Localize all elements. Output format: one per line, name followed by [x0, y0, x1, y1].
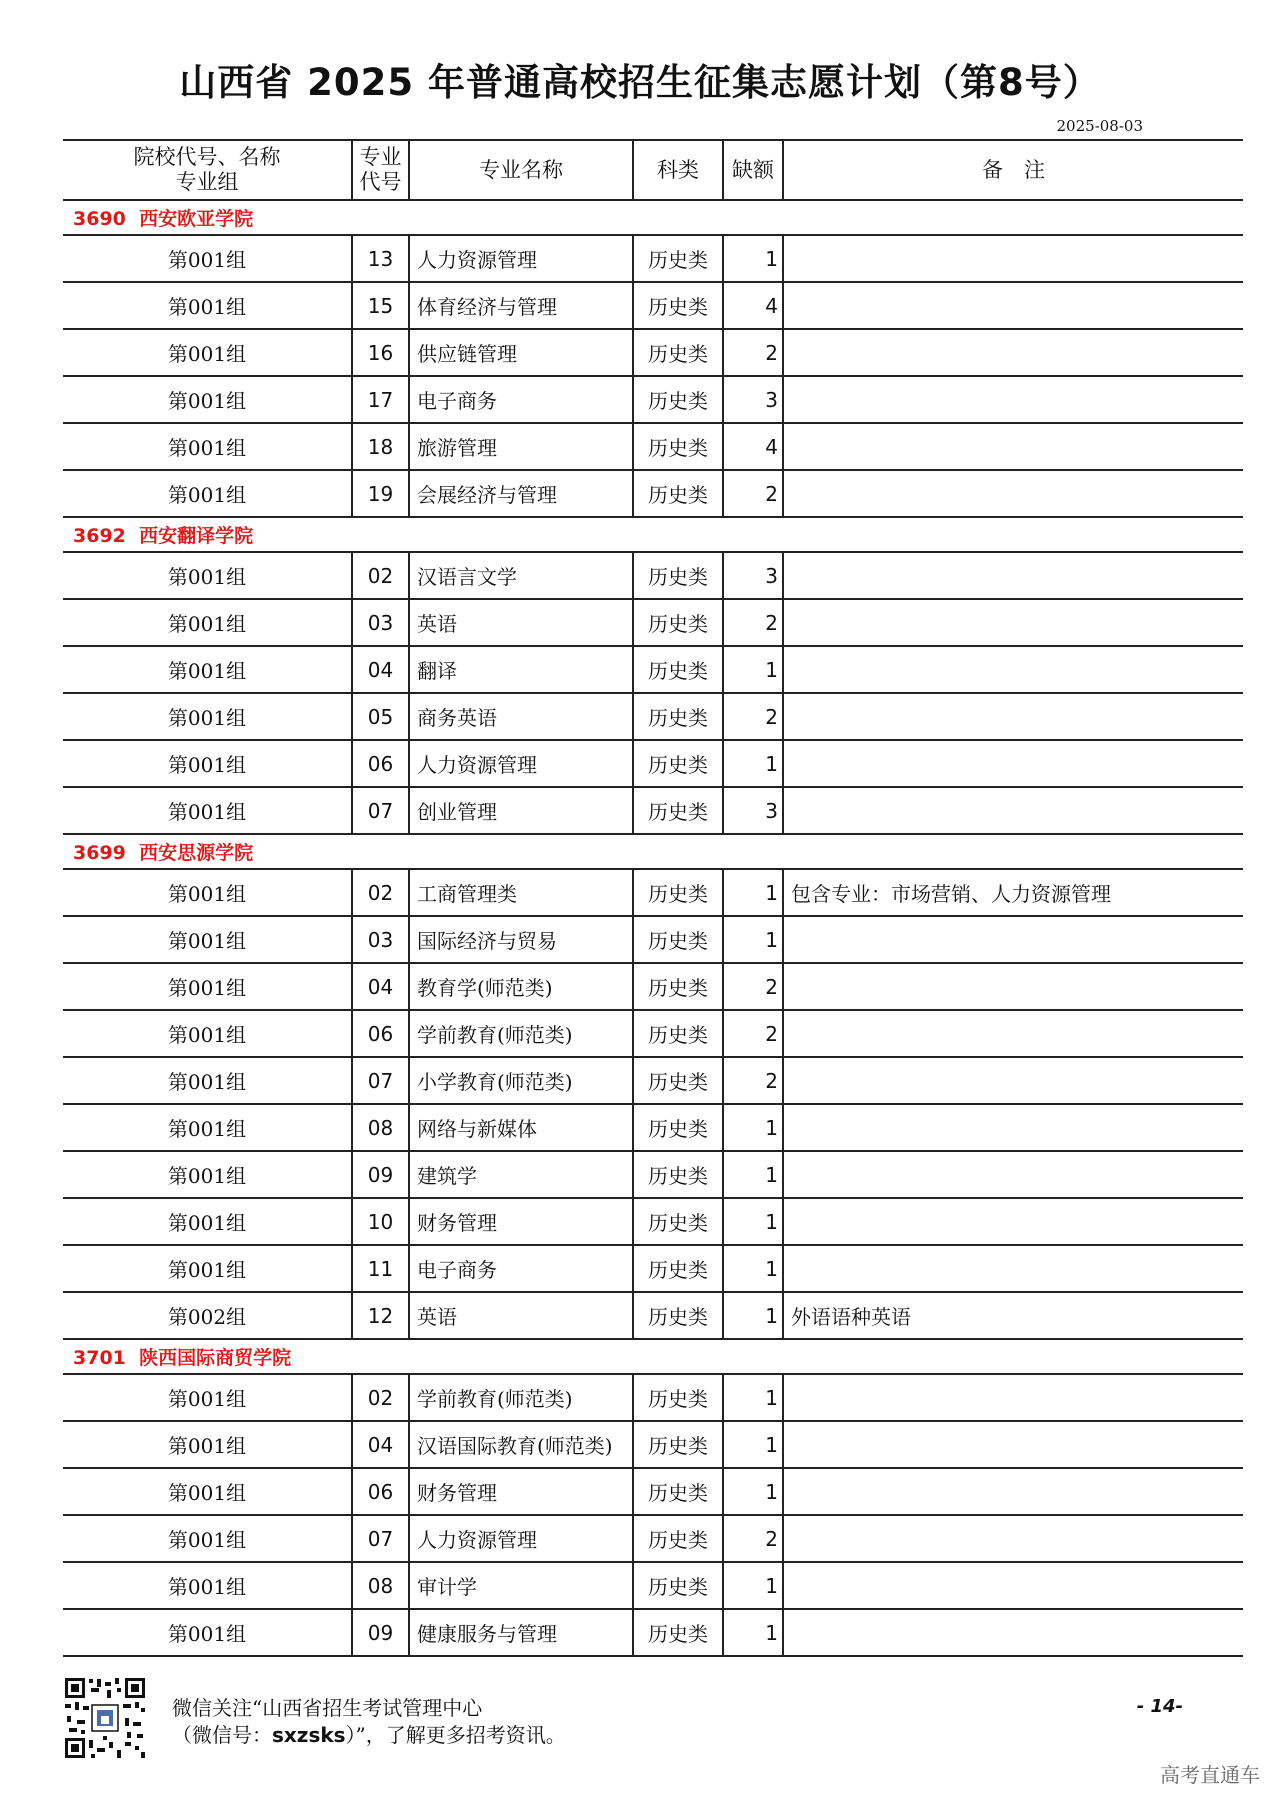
plan-table — [63, 139, 1243, 1657]
group-cell: 第001组 — [63, 1010, 352, 1057]
wechat-line-2-prefix: （微信号： — [172, 1723, 272, 1747]
group-cell: 第001组 — [63, 235, 352, 282]
group-cell: 第001组 — [63, 376, 352, 423]
major-name-cell: 财务管理 — [409, 1468, 633, 1515]
table-header-row — [63, 140, 1243, 200]
group-cell: 第001组 — [63, 693, 352, 740]
footer — [63, 1676, 1243, 1766]
wechat-line-2 — [172, 1719, 566, 1748]
table-row — [63, 329, 1243, 376]
major-code-cell: 04 — [352, 963, 409, 1010]
major-code-cell: 19 — [352, 470, 409, 517]
category-cell: 历史类 — [633, 1609, 723, 1656]
table-row — [63, 1515, 1243, 1562]
major-code-cell: 03 — [352, 599, 409, 646]
wechat-id: sxzsks — [272, 1723, 346, 1747]
group-cell: 第001组 — [63, 869, 352, 916]
note-cell — [783, 1421, 1243, 1468]
group-cell: 第001组 — [63, 1104, 352, 1151]
major-name-cell: 汉语国际教育(师范类) — [409, 1421, 633, 1468]
category-cell: 历史类 — [633, 1151, 723, 1198]
quota-cell: 4 — [723, 282, 783, 329]
document-date: 2025-08-03 — [1056, 117, 1143, 135]
note-cell — [783, 329, 1243, 376]
note-cell — [783, 963, 1243, 1010]
note-cell — [783, 1609, 1243, 1656]
category-cell: 历史类 — [633, 1198, 723, 1245]
category-cell: 历史类 — [633, 1104, 723, 1151]
table-row — [63, 646, 1243, 693]
category-cell: 历史类 — [633, 916, 723, 963]
school-row — [63, 517, 1243, 552]
table-row — [63, 376, 1243, 423]
major-name-cell: 供应链管理 — [409, 329, 633, 376]
quota-cell: 1 — [723, 1198, 783, 1245]
major-name-cell: 人力资源管理 — [409, 1515, 633, 1562]
group-cell: 第001组 — [63, 1515, 352, 1562]
quota-cell: 3 — [723, 787, 783, 834]
major-code-cell: 13 — [352, 235, 409, 282]
header-category: 科类 — [633, 140, 723, 200]
major-name-cell: 汉语言文学 — [409, 552, 633, 599]
category-cell: 历史类 — [633, 552, 723, 599]
note-cell — [783, 1515, 1243, 1562]
major-code-cell: 15 — [352, 282, 409, 329]
header-school-group-line1: 院校代号、名称 — [133, 145, 281, 169]
major-name-cell: 体育经济与管理 — [409, 282, 633, 329]
table-row — [63, 470, 1243, 517]
category-cell: 历史类 — [633, 1010, 723, 1057]
group-cell: 第001组 — [63, 1198, 352, 1245]
major-name-cell: 小学教育(师范类) — [409, 1057, 633, 1104]
major-code-cell: 06 — [352, 740, 409, 787]
major-code-cell: 02 — [352, 869, 409, 916]
major-code-cell: 09 — [352, 1609, 409, 1656]
note-cell — [783, 646, 1243, 693]
category-cell: 历史类 — [633, 1057, 723, 1104]
table-row — [63, 423, 1243, 470]
table-row — [63, 1374, 1243, 1421]
school-cell — [63, 517, 1243, 552]
category-cell: 历史类 — [633, 1374, 723, 1421]
group-cell: 第001组 — [63, 1151, 352, 1198]
group-cell: 第001组 — [63, 916, 352, 963]
group-cell: 第001组 — [63, 329, 352, 376]
quota-cell: 2 — [723, 1057, 783, 1104]
table-row — [63, 963, 1243, 1010]
category-cell: 历史类 — [633, 740, 723, 787]
note-cell — [783, 693, 1243, 740]
major-name-cell: 国际经济与贸易 — [409, 916, 633, 963]
school-name: 西安思源学院 — [139, 842, 254, 864]
category-cell: 历史类 — [633, 1245, 723, 1292]
major-name-cell: 网络与新媒体 — [409, 1104, 633, 1151]
document-title: 山西省 2025 年普通高校招生征集志愿计划（第8号） — [179, 61, 1101, 104]
major-name-cell: 商务英语 — [409, 693, 633, 740]
quota-cell: 1 — [723, 1468, 783, 1515]
quota-cell: 1 — [723, 1562, 783, 1609]
note-cell — [783, 376, 1243, 423]
group-cell: 第001组 — [63, 1468, 352, 1515]
quota-cell: 2 — [723, 599, 783, 646]
header-major-code — [352, 140, 409, 200]
major-code-cell: 16 — [352, 329, 409, 376]
group-cell: 第001组 — [63, 646, 352, 693]
category-cell: 历史类 — [633, 1421, 723, 1468]
major-code-cell: 04 — [352, 646, 409, 693]
table-row — [63, 1562, 1243, 1609]
category-cell: 历史类 — [633, 787, 723, 834]
major-name-cell: 会展经济与管理 — [409, 470, 633, 517]
quota-cell: 2 — [723, 693, 783, 740]
quota-cell: 1 — [723, 646, 783, 693]
quota-cell: 1 — [723, 740, 783, 787]
major-code-cell: 03 — [352, 916, 409, 963]
school-cell — [63, 1339, 1243, 1374]
group-cell: 第001组 — [63, 282, 352, 329]
page-number: - 14- — [1136, 1696, 1183, 1717]
note-cell — [783, 1468, 1243, 1515]
category-cell: 历史类 — [633, 1515, 723, 1562]
table-row — [63, 235, 1243, 282]
major-name-cell: 人力资源管理 — [409, 740, 633, 787]
major-code-cell: 07 — [352, 787, 409, 834]
category-cell: 历史类 — [633, 1292, 723, 1339]
major-name-cell: 英语 — [409, 1292, 633, 1339]
school-name: 西安欧亚学院 — [139, 208, 254, 230]
table-row — [63, 1151, 1243, 1198]
header-major-code-line1: 专业 — [359, 145, 402, 169]
quota-cell: 1 — [723, 1104, 783, 1151]
major-code-cell: 08 — [352, 1104, 409, 1151]
table-row — [63, 1468, 1243, 1515]
header-note: 备 注 — [783, 140, 1243, 200]
quota-cell: 2 — [723, 1010, 783, 1057]
category-cell: 历史类 — [633, 646, 723, 693]
category-cell: 历史类 — [633, 329, 723, 376]
note-cell — [783, 552, 1243, 599]
note-cell — [783, 282, 1243, 329]
note-cell — [783, 1374, 1243, 1421]
table-row — [63, 1104, 1243, 1151]
note-cell — [783, 916, 1243, 963]
note-cell — [783, 1057, 1243, 1104]
category-cell: 历史类 — [633, 599, 723, 646]
major-code-cell: 04 — [352, 1421, 409, 1468]
category-cell: 历史类 — [633, 376, 723, 423]
header-major-name: 专业名称 — [409, 140, 633, 200]
major-code-cell: 08 — [352, 1562, 409, 1609]
note-cell — [783, 1151, 1243, 1198]
quota-cell: 2 — [723, 329, 783, 376]
major-code-cell: 05 — [352, 693, 409, 740]
quota-cell: 4 — [723, 423, 783, 470]
quota-cell: 1 — [723, 1292, 783, 1339]
group-cell: 第001组 — [63, 1057, 352, 1104]
major-name-cell: 财务管理 — [409, 1198, 633, 1245]
note-cell — [783, 1104, 1243, 1151]
major-code-cell: 11 — [352, 1245, 409, 1292]
major-name-cell: 学前教育(师范类) — [409, 1374, 633, 1421]
group-cell: 第001组 — [63, 1245, 352, 1292]
note-cell — [783, 470, 1243, 517]
note-cell — [783, 1562, 1243, 1609]
category-cell: 历史类 — [633, 693, 723, 740]
category-cell: 历史类 — [633, 282, 723, 329]
note-cell — [783, 1198, 1243, 1245]
watermark: 高考直通车 — [1160, 1763, 1260, 1787]
major-code-cell: 09 — [352, 1151, 409, 1198]
quota-cell: 1 — [723, 1374, 783, 1421]
major-name-cell: 学前教育(师范类) — [409, 1010, 633, 1057]
major-name-cell: 审计学 — [409, 1562, 633, 1609]
major-code-cell: 06 — [352, 1468, 409, 1515]
major-code-cell: 07 — [352, 1515, 409, 1562]
quota-cell: 1 — [723, 1609, 783, 1656]
note-cell — [783, 787, 1243, 834]
school-cell — [63, 200, 1243, 235]
school-code: 3690 — [73, 208, 126, 230]
group-cell: 第002组 — [63, 1292, 352, 1339]
school-code: 3692 — [73, 525, 126, 547]
school-row — [63, 834, 1243, 869]
school-row — [63, 1339, 1243, 1374]
major-name-cell: 创业管理 — [409, 787, 633, 834]
table-row — [63, 869, 1243, 916]
group-cell: 第001组 — [63, 787, 352, 834]
category-cell: 历史类 — [633, 423, 723, 470]
table-row — [63, 693, 1243, 740]
school-name: 西安翻译学院 — [139, 525, 254, 547]
header-quota: 缺额 — [723, 140, 783, 200]
major-name-cell: 健康服务与管理 — [409, 1609, 633, 1656]
table-row — [63, 1292, 1243, 1339]
quota-cell: 3 — [723, 552, 783, 599]
quota-cell: 1 — [723, 1151, 783, 1198]
group-cell: 第001组 — [63, 552, 352, 599]
table-row — [63, 599, 1243, 646]
group-cell: 第001组 — [63, 423, 352, 470]
note-cell — [783, 1245, 1243, 1292]
major-code-cell: 06 — [352, 1010, 409, 1057]
table-row — [63, 740, 1243, 787]
table-row — [63, 1421, 1243, 1468]
category-cell: 历史类 — [633, 1468, 723, 1515]
group-cell: 第001组 — [63, 599, 352, 646]
table-row — [63, 552, 1243, 599]
quota-cell: 3 — [723, 376, 783, 423]
quota-cell: 1 — [723, 1245, 783, 1292]
plan-table-body — [63, 200, 1243, 1656]
major-code-cell: 10 — [352, 1198, 409, 1245]
category-cell: 历史类 — [633, 235, 723, 282]
group-cell: 第001组 — [63, 470, 352, 517]
note-cell — [783, 599, 1243, 646]
group-cell: 第001组 — [63, 963, 352, 1010]
quota-cell: 2 — [723, 963, 783, 1010]
note-cell — [783, 1010, 1243, 1057]
quota-cell: 1 — [723, 1421, 783, 1468]
major-name-cell: 英语 — [409, 599, 633, 646]
note-cell: 外语语种英语 — [783, 1292, 1243, 1339]
major-code-cell: 17 — [352, 376, 409, 423]
school-name: 陕西国际商贸学院 — [139, 1347, 292, 1369]
quota-cell: 2 — [723, 470, 783, 517]
category-cell: 历史类 — [633, 470, 723, 517]
school-code: 3699 — [73, 842, 126, 864]
group-cell: 第001组 — [63, 1374, 352, 1421]
major-code-cell: 02 — [352, 552, 409, 599]
table-row — [63, 1609, 1243, 1656]
wechat-line-2-suffix: ）”，了解更多招考资讯。 — [345, 1723, 566, 1747]
quota-cell: 1 — [723, 869, 783, 916]
major-code-cell: 07 — [352, 1057, 409, 1104]
table-row — [63, 1245, 1243, 1292]
note-cell — [783, 235, 1243, 282]
major-name-cell: 人力资源管理 — [409, 235, 633, 282]
major-code-cell: 12 — [352, 1292, 409, 1339]
group-cell: 第001组 — [63, 1562, 352, 1609]
table-row — [63, 282, 1243, 329]
table-row — [63, 1010, 1243, 1057]
major-code-cell: 18 — [352, 423, 409, 470]
major-name-cell: 教育学(师范类) — [409, 963, 633, 1010]
header-major-code-line2: 代号 — [359, 170, 402, 194]
header-school-group — [63, 140, 352, 200]
category-cell: 历史类 — [633, 1562, 723, 1609]
table-row — [63, 787, 1243, 834]
group-cell: 第001组 — [63, 1609, 352, 1656]
major-name-cell: 翻译 — [409, 646, 633, 693]
school-cell — [63, 834, 1243, 869]
note-cell: 包含专业：市场营销、人力资源管理 — [783, 869, 1243, 916]
group-cell: 第001组 — [63, 1421, 352, 1468]
table-row — [63, 916, 1243, 963]
wechat-line-1: 微信关注“山西省招生考试管理中心 — [172, 1696, 483, 1720]
quota-cell: 1 — [723, 235, 783, 282]
note-cell — [783, 423, 1243, 470]
group-cell: 第001组 — [63, 740, 352, 787]
category-cell: 历史类 — [633, 869, 723, 916]
major-code-cell: 02 — [352, 1374, 409, 1421]
major-name-cell: 电子商务 — [409, 376, 633, 423]
quota-cell: 2 — [723, 1515, 783, 1562]
major-name-cell: 电子商务 — [409, 1245, 633, 1292]
quota-cell: 1 — [723, 916, 783, 963]
school-code: 3701 — [73, 1347, 126, 1369]
header-school-group-line2: 专业组 — [175, 170, 239, 194]
major-name-cell: 旅游管理 — [409, 423, 633, 470]
category-cell: 历史类 — [633, 963, 723, 1010]
note-cell — [783, 740, 1243, 787]
major-name-cell: 建筑学 — [409, 1151, 633, 1198]
table-row — [63, 1198, 1243, 1245]
school-row — [63, 200, 1243, 235]
major-name-cell: 工商管理类 — [409, 869, 633, 916]
table-row — [63, 1057, 1243, 1104]
qr-code[interactable] — [63, 1676, 147, 1760]
